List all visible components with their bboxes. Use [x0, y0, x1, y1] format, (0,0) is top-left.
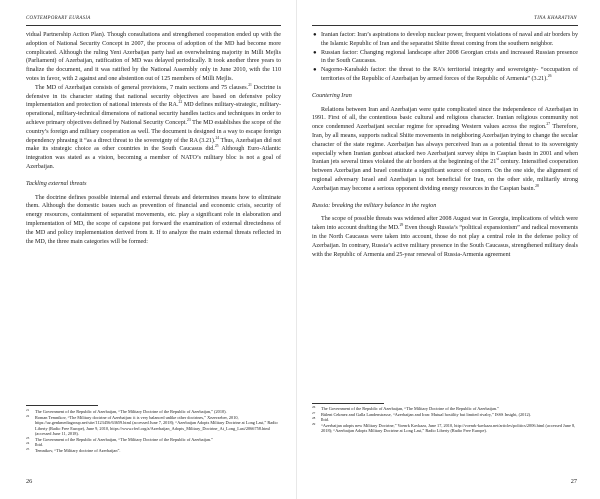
footnote: 25 Temnikov, “The Military doctrine of Azerbaijan”. — [26, 446, 121, 453]
page-number: 27 — [570, 478, 577, 485]
paragraph: vidual Partnership Action Plan). Though consultations and strengthened cooperation ended up with the adoption of National Security Concept in 2007, the process of adoption of the MD had become more complicated. Although the ruling Yeni Azerbaijan party had an overwhelming majority in Milli Mejlis (Parliament) of Azerbaijan, ratification of MD was delayed periodically. It took another three years to finalize the document, and it was ratified by the National Assembly only in June 2010, with the 110 votes in favor, with 2 against and one abstention out of 125 members of Milli Mejlis. — [26, 32, 281, 82]
footnotes — [312, 406, 578, 434]
header-rule — [312, 25, 578, 26]
paragraph: Relations between Iran and Azerbaijan were quite complicated since the independence of Azerbaijan in 1991. First of all, the contentious basic cultural and religious character. Iranian religious community not once condemned Azerbaijani secular regime for spreading Western values across the region.$^{27}$ Therefore, Iran, by all means, supports radical Shiite movements in neighboring Azerbaijan trying to change the secular character of the state regime. Azerbaijan has always perceived Iran as a potential threat to its sovereignty especially when Iranian gunboat attacked two Azerbaijani survey ships in Caspian basin in 2001 and when Iranian jets several times violated the air borders at the beginning of the 21st century. Intensified cooperation between Azerbaijan and Israel constitute a significant source of concern. On the one side, the alignment of regional adversary Israel and Azerbaijan is not beneficial for Iran, on the other side, militarily strong Azerbaijan may become a serious opponent dividing energy resources in the Caspian basin.$^{28}$ — [312, 106, 578, 192]
footnotes — [26, 409, 281, 453]
footnote-ref: 26 — [547, 73, 552, 78]
section-heading: Countering Iran — [312, 92, 352, 99]
footnote-rule — [26, 405, 98, 406]
header-rule — [26, 25, 281, 26]
bullet-icon: ● — [313, 32, 317, 38]
footnote: 22 Roman Temnikov, “The Military doctrine of Azerbaijan: it is very balanced unlike other doctrines,” Xezerxeber, 2010, https://az.genkmediagroup.net/site/1123456/63659.html (accessed June 7, 2018); “Azerbaijan Adopts Military Doctrine at Long Last,” Radio Liberty (Radio Free Europe), June 9, 2010, https://www.rferl.org/a/Azerbaijan_Adopts_Military_Doctrine_At_Long_Last/2066758.html (accessed June 11, 2018). — [26, 413, 278, 436]
footnote-ref: 25 — [214, 144, 219, 149]
section-heading: Tackling external threats — [26, 180, 87, 187]
running-head: CONTEMPORARY EURASIA — [26, 16, 91, 21]
footnote: 23 The Government of the Republic of Azerbaijan, “The Military Doctrine of the Republic of Azerbaijan.” — [26, 435, 214, 442]
threat-list — [312, 31, 578, 84]
footnote-ref: 23 — [186, 117, 191, 122]
section-heading: Russia: breaking the military balance in the region — [312, 202, 437, 209]
footnote-ref: 29 — [399, 223, 404, 228]
footnote-ref: 24 — [215, 135, 220, 140]
body-text — [312, 31, 578, 259]
footnote: 27 Bülent Cekmez and Galla Landenstrasse, “Azerbaijan and Iran: Mutual hostility but limited rivalry,” ISSS Insight, (2012). — [312, 410, 532, 417]
list-item: ● Iranian factor: Iran’s aspirations to develop nuclear power, frequent violations of naval and air borders by the Islamic Republic of Iran and the separatist Shiite threat coming from the southern neighbor. — [313, 32, 578, 47]
list-item: ● Russian factor: Changing regional landscape after 2008 Georgian crisis and increased Russian presence in the South Caucasus. — [313, 49, 578, 65]
footnote: 29 “Azerbaijan adopts new Military Doctrine,” Voenrk Kavkaza, June 17, 2010, http://voenrk-kavkaza.net/articles/politics/2006.html (accessed June 8, 2018); “Azerbaijan Adopts Military Doctrine at Long Last,” Radio Liberty (Radio Free Europe). — [312, 421, 576, 433]
paragraph: The MD of Azerbaijan consists of general provisions, 7 main sections and 75 clauses.$^{21}$ Doctrine is defensive in its character stating that national security objectives are based on defensive policy implementation and protection of national interests of the RA.$^{22}$ MD defines military-strategic, military-operational, military-technical dimensions of national security handles tactics and techniques in order to achieve primary objectives defined by National Security Concept.$^{23}$ The MD establishes the scope of the country’s foreign and military cooperation as well. The document is designed in a way to escape foreign dependency phrasing it “as a direct threat to the sovereignty of the RA (3.21).$^{24}$ Thus, Azerbaijan did not make its strategic choice as other countries in the South Caucasus did.$^{25}$ Although Euro-Atlantic integration was stated as a vision, becoming a member of NATO’s military bloc is not a goal of Azerbaijan. — [26, 82, 281, 170]
footnote: 24 Ibid. — [26, 441, 43, 447]
footnote: 21 The Government of the Republic of Azerbaijan, “The Military Doctrine of the Republic of Azerbaijan,” (2010). — [26, 408, 227, 414]
page-number: 26 — [26, 478, 33, 485]
left-page — [0, 0, 291, 499]
paragraph: The scope of possible threats was widened after 2008 August war in Georgia, implications of which were taken into account drafting the MD.$^{29}$ Even though Russia’s “political expansionism” and radical movements in the North Caucasus were taken into account, those do not play a central role in the defense policy of Azerbaijan. In contrary, Russia’s active military presence in the South Caucasus, strengthened military deals with the Republic of Armenia and 25-year renewal of Russia-Armenia agreement — [312, 216, 578, 258]
running-head: TINA KHARATYAN — [534, 16, 577, 21]
bullet-icon: ● — [313, 49, 317, 56]
bullet-icon: ● — [313, 67, 317, 74]
footnote-ref: 28 — [535, 183, 539, 188]
body-text — [26, 31, 281, 246]
footnote: 28 Ibid. — [312, 416, 329, 422]
gutter — [296, 0, 297, 499]
paragraph: The doctrine defines possible internal and external threats and determines means how to eliminate them. Although the domestic issues such as prevention of financial and economic crisis, security of energy resources, containment of separatist movements, etc. play a significant role in elaboration and implementation of MD, the scope of capstone put forward the examination of external directedness of the MD and policy implementation derived from it. If to analyze the main external threats reflected in the MD, the three main categories will be formed: — [26, 194, 281, 245]
ordinal-suffix: st — [496, 157, 499, 162]
footnote-rule — [312, 403, 384, 404]
footnote-ref: 21 — [248, 82, 252, 87]
right-page — [300, 0, 591, 499]
footnote-ref: 22 — [178, 100, 183, 105]
footnote: 26 The Government of the Republic of Azerbaijan, “The Military Doctrine of the Republic of Azerbaijan.” — [312, 405, 500, 411]
list-item: ● Nagorno-Karabakh factor: the threat to the RA’s territorial integrity and sovereignty- “occupation of territories of the Republic of Azerbaijan by armed forces of the Republic of Armenia” (3.21).$^{26}$ — [313, 67, 578, 82]
footnote-ref: 27 — [546, 122, 551, 127]
